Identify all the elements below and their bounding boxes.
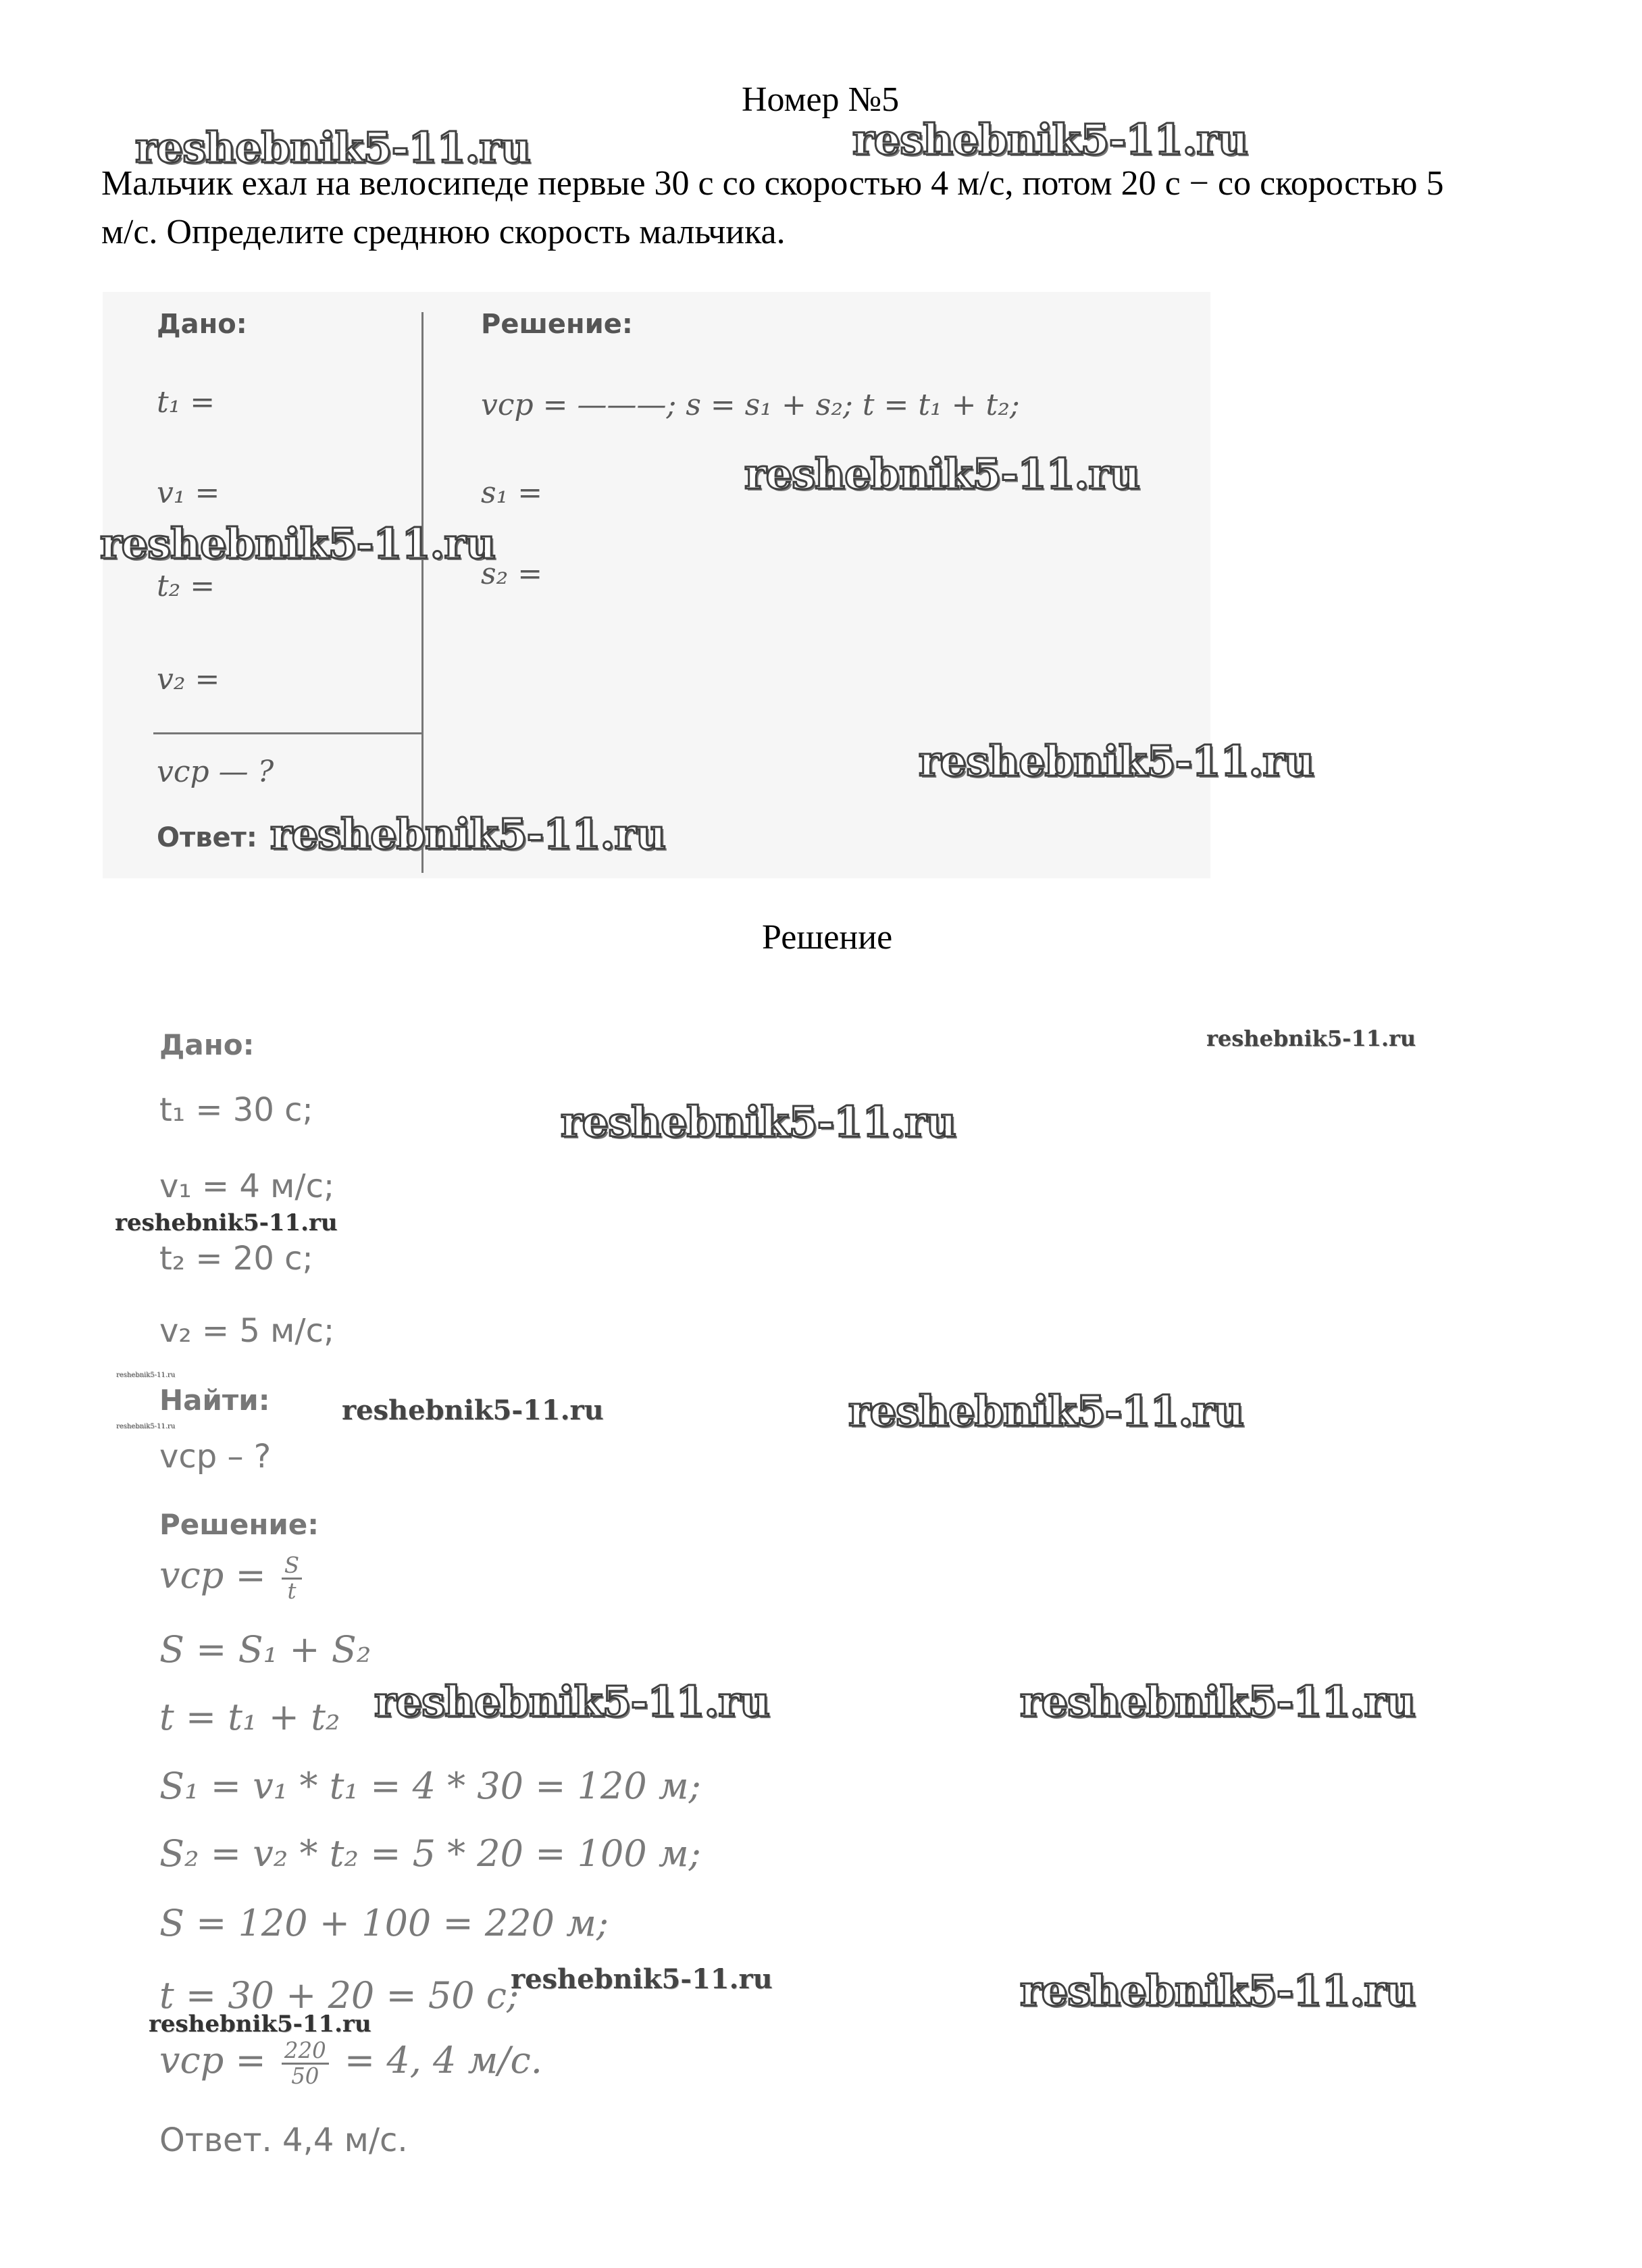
problem-number-title: Номер №5 (742, 80, 900, 119)
form-s1: s₁ = (481, 476, 543, 510)
watermark: reshebnik5-11.ru (149, 2011, 371, 2038)
watermark: reshebnik5-11.ru (511, 1963, 773, 1995)
calc-t-total: t = 30 + 20 = 50 с; (159, 1974, 519, 2017)
solution-answer: Ответ. 4,4 м/с. (159, 2121, 408, 2159)
form-find-vsr: vср — ? (157, 755, 274, 789)
result-numerator: 220 (282, 2039, 329, 2064)
solution-find-vsr: vср – ? (159, 1438, 272, 1476)
form-given-v2: v₂ = (157, 662, 220, 697)
form-main-equation: vср = ———; s = s₁ + s₂; t = t₁ + t₂; (481, 388, 1020, 422)
watermark: reshebnik5-11.ru (744, 449, 1139, 499)
watermark: reshebnik5-11.ru (852, 115, 1248, 164)
form-dano-label: Дано: (157, 309, 247, 340)
formula-vsr-fraction (282, 1554, 302, 1602)
form-reshenie-label: Решение: (481, 309, 633, 340)
watermark: reshebnik5-11.ru (100, 519, 495, 568)
formula-vsr-numerator: S (282, 1554, 302, 1579)
textbook-form (103, 292, 1210, 878)
result-fraction (282, 2039, 329, 2087)
form-s2: s₂ = (481, 557, 543, 591)
solution-given-v1: v₁ = 4 м/с; (159, 1167, 335, 1205)
formula-average-speed (159, 1554, 306, 1603)
calc-s2: S₂ = v₂ * t₂ = 5 * 20 = 100 м; (159, 1832, 701, 1875)
watermark: reshebnik5-11.ru (116, 1423, 176, 1430)
result-rhs: = 4, 4 м/с. (344, 2039, 542, 2082)
formula-total-distance: S = S₁ + S₂ (159, 1628, 371, 1671)
watermark: reshebnik5-11.ru (374, 1677, 769, 1726)
solution-given-v2: v₂ = 5 м/с; (159, 1312, 335, 1350)
watermark: reshebnik5-11.ru (270, 809, 665, 859)
watermark: reshebnik5-11.ru (1020, 1677, 1415, 1726)
watermark: reshebnik5-11.ru (342, 1394, 604, 1426)
solution-heading: Решение (762, 918, 893, 957)
form-given-v1: v₁ = (157, 476, 220, 510)
formula-vsr-lhs: vср = (159, 1554, 266, 1596)
solution-reshenie-label: Решение: (159, 1508, 319, 1541)
result-lhs: vср = (159, 2039, 266, 2082)
watermark: reshebnik5-11.ru (115, 1209, 338, 1236)
watermark: reshebnik5-11.ru (1206, 1026, 1416, 1051)
formula-vsr-denominator: t (287, 1578, 297, 1604)
formula-total-time: t = t₁ + t₂ (159, 1696, 340, 1738)
watermark: reshebnik5-11.ru (919, 736, 1314, 786)
solution-given-t1: t₁ = 30 с; (159, 1091, 313, 1129)
result-average-speed (159, 2039, 542, 2088)
watermark: reshebnik5-11.ru (848, 1386, 1243, 1436)
form-vertical-divider (421, 312, 424, 873)
solution-given-t2: t₂ = 20 с; (159, 1240, 313, 1278)
form-given-t2: t₂ = (157, 569, 215, 603)
watermark: reshebnik5-11.ru (116, 1371, 176, 1379)
watermark: reshebnik5-11.ru (135, 123, 530, 172)
form-otvet-label: Ответ: (157, 822, 257, 853)
calc-s1: S₁ = v₁ * t₁ = 4 * 30 = 120 м; (159, 1765, 701, 1807)
problem-text: Мальчик ехал на велосипеде первые 30 с со скоростью 4 м/с, потом 20 с − со скоростью 5 м/с. Определите среднюю скорость мальчика. (101, 164, 1444, 251)
solution-find-label: Найти: (159, 1384, 270, 1417)
calc-s-total: S = 120 + 100 = 220 м; (159, 1902, 609, 1944)
form-given-t1: t₁ = (157, 385, 215, 420)
form-horizontal-divider (153, 732, 424, 734)
watermark: reshebnik5-11.ru (1020, 1966, 1415, 2015)
watermark: reshebnik5-11.ru (561, 1097, 956, 1146)
solution-dano-label: Дано: (159, 1028, 255, 1061)
result-denominator: 50 (291, 2063, 319, 2089)
